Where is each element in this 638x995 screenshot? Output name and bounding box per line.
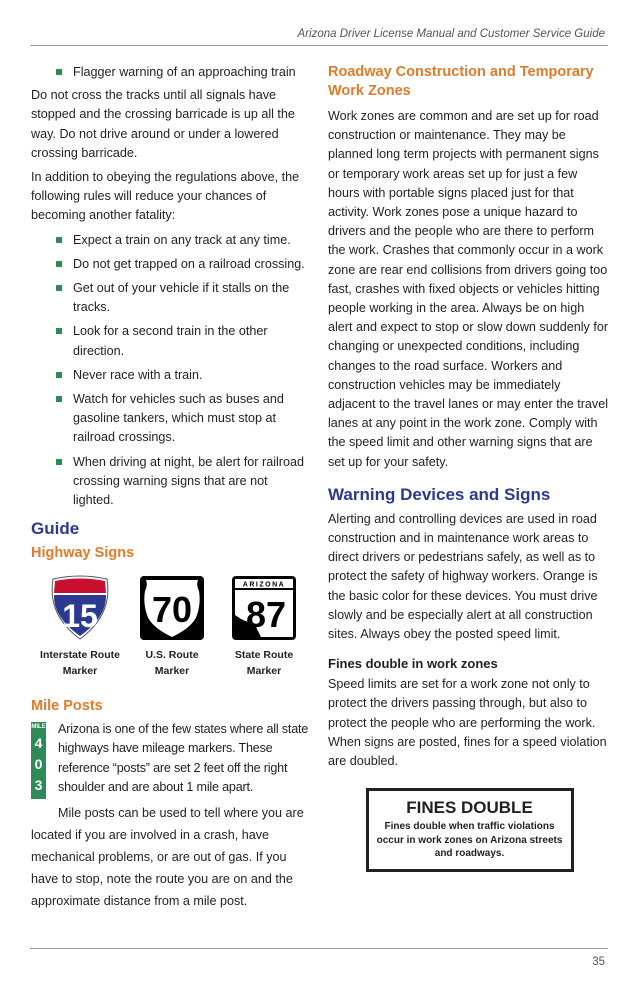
footer-rule (30, 948, 608, 949)
list-item: Look for a second train in the other direction. (31, 322, 309, 360)
mile-posts-usage-paragraph: Mile posts can be used to tell where you are located if you are involved in a crash, have mechanical problems, or are out of gas. If you have to stop, note the route you are on and the approximate distance from a mile post. (31, 806, 304, 909)
interstate-sign (37, 575, 123, 679)
us-route-number: 70 (151, 589, 193, 631)
warning-devices-heading: Warning Devices and Signs (328, 484, 551, 504)
state-route-shield-icon (231, 575, 297, 641)
mile-posts-heading: Mile Posts (31, 698, 103, 715)
us-route-sign (129, 575, 215, 679)
list-item: Get out of your vehicle if it stalls on the tracks. (31, 279, 309, 317)
warning-paragraph: Alerting and controlling devices are used in road construction and in maintenance work areas to direct drivers or pedestrians safely, as well as to protect the safety of highway workers. Orange is the basic color for these devices. You must drive slowly and be especially alert at all construction sites. Always obey the posted speed limit. (328, 511, 598, 642)
roadway-paragraph: Work zones are common and are set up for road construction or maintenance. They may be planned long term projects with permanent signs or temporary work areas set up for just a few hours with portable signs placed just for that activity. Work zones pose a unique hazard to drivers and the people who are there to perform the work. Crashes that commonly occur in a work zone are rear end collisions from drivers going too fast, crashes with fixed objects or vehicles hitting people working in the area. Always be on high alert and expect to stop or slow down suddenly for changing or unexpected conditions, including changes to the road surface. Workers and construction vehicles may be immediately adjacent to the travel lanes or may enter the travel lanes at any point in the work zone. Comply with the speed limit and other warning signs that are set up for your safety. (328, 109, 609, 469)
list-item: When driving at night, be alert for railroad crossing warning signs that are not lighted. (31, 453, 309, 511)
list-item: Expect a train on any track at any time. (31, 231, 309, 250)
highway-signs-row (37, 575, 307, 679)
crossing-paragraph: Do not cross the tracks until all signals have stopped and the crossing barricade is up all the way. Do not drive around or under a lowered crossing barricade. (31, 88, 295, 160)
bullet-square-icon (56, 328, 62, 334)
us-route-shield-icon (139, 575, 205, 641)
rules-list (31, 231, 309, 511)
fines-heading: Fines double in work zones (328, 656, 498, 672)
regulations-paragraph: In addition to obeying the regulations above, the following rules will reduce your chances of becoming another fatality: (31, 170, 300, 223)
bullet-square-icon (56, 69, 62, 75)
sign-caption: State Route Marker (234, 649, 294, 678)
mile-posts-paragraph: Arizona is one of the few states where all state highways have mileage markers. These reference “posts” are set 2 feet off the right shoulder and are about 1 mile apart. (58, 722, 309, 794)
bullet-square-icon (56, 237, 62, 243)
bullet-square-icon (56, 285, 62, 291)
fines-sign-title: FINES DOUBLE (406, 798, 533, 818)
sign-caption: U.S. Route Marker (145, 649, 199, 678)
highway-signs-heading: Highway Signs (31, 545, 135, 562)
state-route-number: 87 (245, 594, 287, 636)
fines-paragraph: Speed limits are set for a work zone not only to protect the drivers passing through, but also to protect the people who are performing the work. When signs are posted, fines for a speed violation are doubled. (328, 677, 607, 769)
fines-double-sign (366, 788, 574, 872)
list-item: Do not get trapped on a railroad crossing. (31, 255, 309, 274)
left-column (31, 63, 309, 917)
interstate-number: 15 (62, 598, 98, 635)
milepost-marker-icon: MILE 4 0 3 (31, 722, 46, 799)
list-item: Flagger warning of an approaching train (31, 63, 309, 82)
bullet-square-icon (56, 261, 62, 267)
state-route-sign (221, 575, 307, 679)
list-item: Watch for vehicles such as buses and gasoline tankers, which must stop at railroad crossings. (31, 390, 309, 448)
bullet-square-icon (56, 372, 62, 378)
guide-heading: Guide (31, 519, 80, 539)
state-name: ARIZONA (242, 581, 286, 589)
page-number: 35 (592, 956, 605, 968)
right-column (328, 63, 611, 872)
sign-caption: Interstate Route Marker (40, 649, 120, 678)
list-item: Never race with a train. (31, 366, 309, 385)
bullet-square-icon (56, 396, 62, 402)
mile-posts-block (31, 720, 309, 797)
header-rule (30, 45, 608, 46)
interstate-shield-icon (47, 575, 113, 641)
roadway-construction-heading: Roadway Construction and Temporary Work Zones (328, 64, 594, 99)
fines-sign-text: Fines double when traffic violations occur in work zones on Arizona streets and roadways. (376, 821, 563, 860)
running-header: Arizona Driver License Manual and Customer Service Guide (297, 28, 605, 40)
top-bullet-list (31, 63, 309, 82)
bullet-square-icon (56, 459, 62, 465)
